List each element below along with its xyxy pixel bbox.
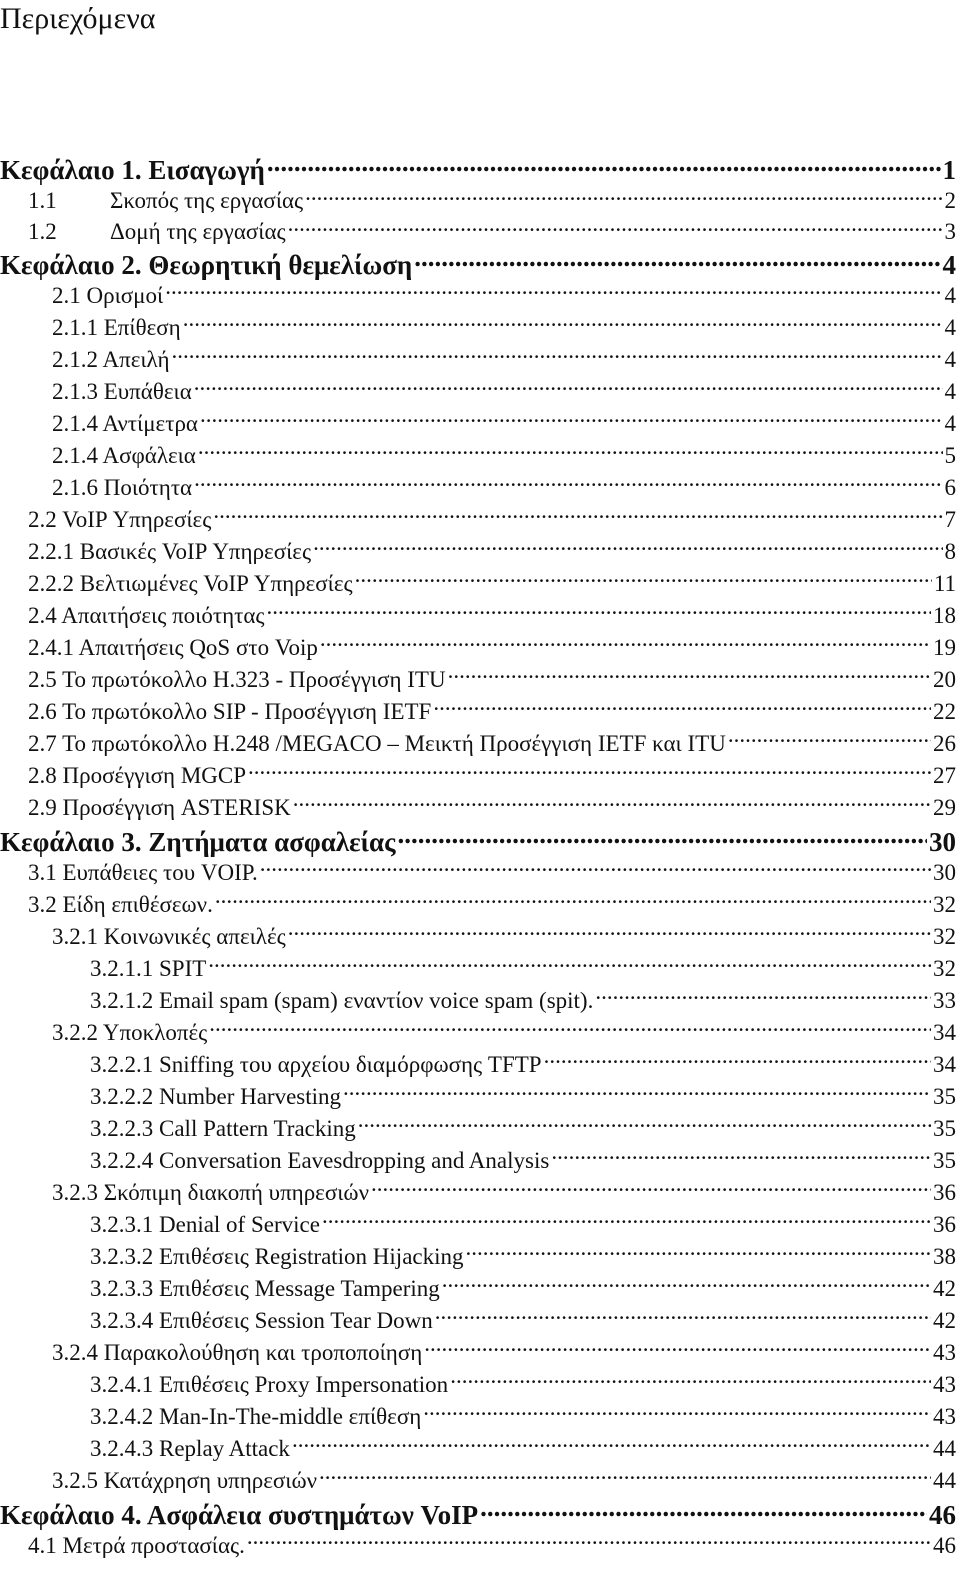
table-of-contents	[0, 152, 956, 1562]
toc-page-number: 32	[933, 956, 956, 981]
toc-page-number: 43	[933, 1340, 956, 1365]
toc-chapter-entry[interactable]	[0, 247, 956, 280]
toc-page-number: 3	[944, 219, 956, 244]
toc-dot-leader	[355, 568, 932, 591]
toc-entry[interactable]	[0, 1113, 956, 1145]
toc-dot-leader	[305, 185, 942, 208]
toc-entry[interactable]	[0, 1273, 956, 1305]
toc-entry-title: 2.2 VoIP Υπηρεσίες	[28, 507, 212, 532]
toc-page-number: 43	[933, 1372, 956, 1397]
toc-dot-leader	[595, 985, 931, 1008]
toc-entry-title: 3.1 Ευπάθειες του VOIP.	[28, 860, 258, 885]
toc-entry-title: 2.4 Απαιτήσεις ποιότητας	[28, 603, 265, 628]
toc-entry-title: 2.1.2 Απειλή	[52, 347, 170, 372]
toc-entry[interactable]	[0, 1465, 956, 1497]
toc-page-number: 33	[933, 988, 956, 1013]
toc-dot-leader	[480, 1497, 927, 1524]
toc-dot-leader	[397, 824, 927, 851]
toc-dot-leader	[320, 632, 931, 655]
toc-page-number: 27	[933, 763, 956, 788]
toc-entry-title: 3.2.2.4 Conversation Eavesdropping and Analysis	[90, 1148, 550, 1173]
toc-entry-title: 2.1.4 Αντίμετρα	[52, 411, 198, 436]
toc-entry[interactable]	[0, 1369, 956, 1401]
toc-page-number: 18	[933, 603, 956, 628]
toc-dot-leader	[293, 792, 931, 815]
toc-entry-title: 3.2.3 Σκόπιμη διακοπή υπηρεσιών	[52, 1180, 369, 1205]
toc-entry[interactable]	[0, 1177, 956, 1209]
toc-page-number: 35	[933, 1116, 956, 1141]
toc-page-number: 4	[944, 315, 956, 340]
toc-entry-title: 3.2 Είδη επιθέσεων.	[28, 892, 213, 917]
toc-dot-leader	[424, 1337, 931, 1360]
toc-page-number: 2	[944, 188, 956, 213]
toc-dot-leader	[248, 760, 931, 783]
toc-entry[interactable]	[0, 1017, 956, 1049]
toc-page-number: 32	[933, 892, 956, 917]
toc-entry-title: 2.1.6 Ποιότητα	[52, 475, 193, 500]
toc-page-number: 34	[933, 1020, 956, 1045]
toc-chapter-entry[interactable]	[0, 824, 956, 857]
toc-entry[interactable]	[0, 857, 956, 889]
toc-entry-number: 1.2	[28, 219, 57, 244]
toc-dot-leader	[215, 889, 931, 912]
toc-page-number: 4	[944, 347, 956, 372]
toc-entry[interactable]	[0, 376, 956, 408]
toc-entry[interactable]	[0, 1209, 956, 1241]
toc-page-number: 43	[933, 1404, 956, 1429]
toc-dot-leader	[322, 1209, 931, 1232]
toc-entry-title: 3.2.5 Κατάχρηση υπηρεσιών	[52, 1468, 318, 1493]
toc-entry[interactable]	[0, 728, 956, 760]
toc-dot-leader	[728, 728, 931, 751]
toc-dot-leader	[466, 1241, 931, 1264]
toc-dot-leader	[247, 1530, 931, 1553]
toc-page-number: 26	[933, 731, 956, 756]
toc-dot-leader	[183, 312, 943, 335]
toc-dot-leader	[172, 344, 943, 367]
toc-page-number: 46	[929, 1500, 956, 1530]
toc-dot-leader	[433, 696, 931, 719]
toc-entry[interactable]	[0, 600, 956, 632]
toc-dot-leader	[198, 440, 943, 463]
page-title: Περιεχόμενα	[0, 2, 156, 35]
toc-entry-title: Σκοπός της εργασίας	[110, 188, 304, 213]
toc-entry[interactable]	[0, 760, 956, 792]
toc-dot-leader	[208, 953, 931, 976]
toc-entry-title: 2.6 Το πρωτόκολλο SIP - Προσέγγιση IETF	[28, 699, 432, 724]
toc-entry[interactable]	[0, 1081, 956, 1113]
toc-dot-leader	[319, 1465, 931, 1488]
toc-entry-title: 2.8 Προσέγγιση MGCP	[28, 763, 247, 788]
toc-entry-title: 2.1 Ορισμοί	[52, 283, 164, 308]
toc-entry[interactable]	[0, 921, 956, 953]
toc-entry[interactable]	[0, 440, 956, 472]
toc-entry-title: 3.2.4.3 Replay Attack	[90, 1436, 290, 1461]
toc-entry-title: 2.4.1 Απαιτήσεις QoS στο Voip	[28, 635, 318, 660]
toc-entry-title: 3.2.2.1 Sniffing του αρχείου διαμόρφωσης TFTP	[90, 1052, 542, 1077]
toc-entry-title: Δομή της εργασίας	[110, 219, 286, 244]
toc-page-number: 46	[933, 1533, 956, 1558]
toc-page-number: 30	[929, 827, 956, 857]
toc-entry-title: 3.2.2.2 Number Harvesting	[90, 1084, 342, 1109]
toc-entry[interactable]	[0, 472, 956, 504]
toc-entry-title: Κεφάλαιο 4. Ασφάλεια συστημάτων VoIP	[0, 1500, 479, 1530]
toc-page-number: 7	[944, 507, 956, 532]
toc-page-number: 36	[933, 1180, 956, 1205]
toc-dot-leader	[435, 1305, 931, 1328]
toc-entry[interactable]	[0, 312, 956, 344]
toc-page-number: 8	[944, 539, 956, 564]
toc-page-number: 4	[944, 379, 956, 404]
toc-entry[interactable]	[0, 1145, 956, 1177]
toc-dot-leader	[450, 1369, 931, 1392]
toc-dot-leader	[442, 1273, 931, 1296]
toc-page-number: 30	[933, 860, 956, 885]
toc-entry[interactable]	[0, 792, 956, 824]
toc-page-number: 19	[933, 635, 956, 660]
toc-dot-leader	[551, 1145, 931, 1168]
toc-entry-title: 3.2.3.3 Επιθέσεις Message Tampering	[90, 1276, 440, 1301]
toc-entry-title: 4.1 Μετρά προστασίας.	[28, 1533, 245, 1558]
toc-entry[interactable]	[0, 1049, 956, 1081]
toc-page-number: 22	[933, 699, 956, 724]
toc-entry-title: 2.9 Προσέγγιση ASTERISK	[28, 795, 291, 820]
toc-page-number: 29	[933, 795, 956, 820]
toc-entry[interactable]	[0, 536, 956, 568]
toc-entry-title: 2.5 Το πρωτόκολλο H.323 - Προσέγγιση ITU	[28, 667, 446, 692]
toc-entry-title: Κεφάλαιο 1. Εισαγωγή	[0, 155, 265, 185]
toc-entry[interactable]	[0, 985, 956, 1017]
toc-entry[interactable]	[0, 504, 956, 536]
toc-entry-title: 3.2.1 Κοινωνικές απειλές	[52, 924, 286, 949]
toc-dot-leader	[544, 1049, 931, 1072]
toc-dot-leader	[358, 1113, 931, 1136]
toc-entry-title: 3.2.4.1 Επιθέσεις Proxy Impersonation	[90, 1372, 449, 1397]
toc-entry[interactable]	[0, 1241, 956, 1273]
toc-page-number: 34	[933, 1052, 956, 1077]
toc-entry[interactable]	[0, 696, 956, 728]
toc-dot-leader	[414, 247, 940, 274]
toc-entry[interactable]	[0, 1530, 956, 1562]
toc-entry[interactable]	[0, 1401, 956, 1433]
toc-page-number: 4	[944, 411, 956, 436]
toc-entry-title: 3.2.3.2 Επιθέσεις Registration Hijacking	[90, 1244, 464, 1269]
toc-dot-leader	[288, 216, 943, 239]
toc-chapter-entry[interactable]	[0, 152, 956, 185]
toc-entry-title: 2.1.3 Ευπάθεια	[52, 379, 192, 404]
toc-dot-leader	[371, 1177, 931, 1200]
toc-entry-title: 3.2.3.4 Επιθέσεις Session Tear Down	[90, 1308, 433, 1333]
toc-page-number: 35	[933, 1148, 956, 1173]
toc-page-number: 35	[933, 1084, 956, 1109]
toc-page-number: 44	[933, 1436, 956, 1461]
toc-entry[interactable]	[0, 889, 956, 921]
toc-entry-title: 2.1.1 Επίθεση	[52, 315, 181, 340]
toc-dot-leader	[194, 376, 943, 399]
toc-dot-leader	[288, 921, 931, 944]
toc-dot-leader	[448, 664, 931, 687]
toc-dot-leader	[194, 472, 942, 495]
toc-dot-leader	[213, 504, 942, 527]
toc-entry[interactable]	[0, 953, 956, 985]
toc-dot-leader	[343, 1081, 931, 1104]
toc-entry-title: 2.7 Το πρωτόκολλο H.248 /MEGACO – Μεικτή Προσέγγιση IETF και ITU	[28, 731, 726, 756]
toc-page-number: 11	[933, 571, 956, 596]
toc-entry-title: 3.2.2 Υποκλοπές	[52, 1020, 208, 1045]
toc-entry[interactable]	[0, 664, 956, 696]
toc-entry-title: 3.2.3.1 Denial of Service	[90, 1212, 320, 1237]
toc-entry[interactable]	[0, 185, 956, 216]
toc-dot-leader	[313, 536, 942, 559]
toc-entry-title: 3.2.1.1 SPIT	[90, 956, 207, 981]
toc-dot-leader	[292, 1433, 931, 1456]
toc-entry-title: Κεφάλαιο 2. Θεωρητική θεμελίωση	[0, 250, 413, 280]
toc-entry[interactable]	[0, 408, 956, 440]
toc-dot-leader	[200, 408, 943, 431]
toc-dot-leader	[267, 600, 931, 623]
toc-entry-title: 3.2.1.2 Email spam (spam) εναντίον voice spam (spit).	[90, 988, 594, 1013]
toc-entry-number: 1.1	[28, 188, 57, 213]
toc-page-number: 42	[933, 1308, 956, 1333]
toc-entry-title: 3.2.2.3 Call Pattern Tracking	[90, 1116, 356, 1141]
toc-entry-title: 2.2.2 Βελτιωμένες VoIP Υπηρεσίες	[28, 571, 353, 596]
toc-entry-title: 3.2.4.2 Man-In-The-middle επίθεση	[90, 1404, 422, 1429]
toc-page-number: 4	[942, 250, 956, 280]
toc-entry[interactable]	[0, 216, 956, 247]
toc-page-number: 38	[933, 1244, 956, 1269]
toc-entry-title: 2.1.4 Ασφάλεια	[52, 443, 196, 468]
toc-entry[interactable]	[0, 1337, 956, 1369]
toc-dot-leader	[165, 280, 942, 303]
toc-dot-leader	[260, 857, 931, 880]
toc-dot-leader	[209, 1017, 931, 1040]
toc-page-number: 44	[933, 1468, 956, 1493]
toc-entry-title: 3.2.4 Παρακολούθηση και τροποποίηση	[52, 1340, 423, 1365]
toc-entry[interactable]	[0, 568, 956, 600]
toc-page-number: 5	[944, 443, 956, 468]
toc-page-number: 6	[944, 475, 956, 500]
toc-entry[interactable]	[0, 632, 956, 664]
toc-dot-leader	[423, 1401, 931, 1424]
toc-page-number: 1	[942, 155, 956, 185]
toc-entry[interactable]	[0, 280, 956, 312]
toc-page-number: 32	[933, 924, 956, 949]
toc-dot-leader	[267, 152, 941, 179]
toc-page-number: 4	[944, 283, 956, 308]
toc-entry[interactable]	[0, 1433, 956, 1465]
toc-page-number: 20	[933, 667, 956, 692]
toc-page-number: 36	[933, 1212, 956, 1237]
toc-chapter-entry[interactable]	[0, 1497, 956, 1530]
toc-entry[interactable]	[0, 344, 956, 376]
toc-page-number: 42	[933, 1276, 956, 1301]
toc-entry[interactable]	[0, 1305, 956, 1337]
toc-entry-title: 2.2.1 Βασικές VoIP Υπηρεσίες	[28, 539, 312, 564]
toc-entry-title: Κεφάλαιο 3. Ζητήματα ασφαλείας	[0, 827, 396, 857]
